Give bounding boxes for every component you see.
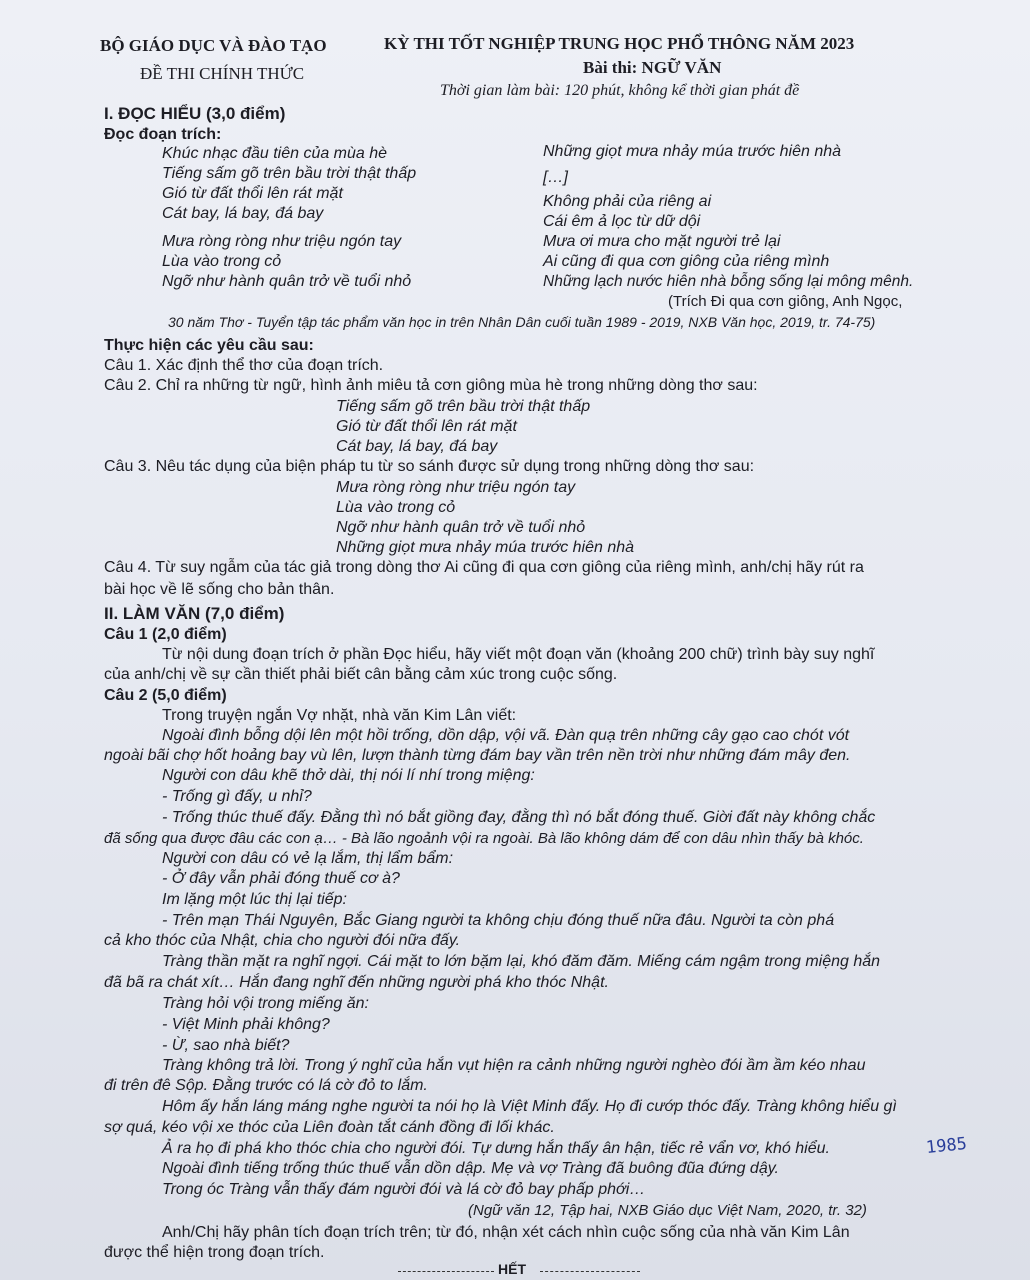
question-4-cont: bài học về lẽ sống cho bản thân.: [104, 581, 335, 598]
excerpt-line: Ngoài đình tiếng trống thúc thuế vẫn dồn dập. Mẹ và vợ Tràng đã buông đũa đứng dậy.: [162, 1160, 779, 1177]
excerpt-line: Tràng không trả lời. Trong ý nghĩ của hắn vụt hiện ra cảnh những người nghèo đói ầm ầm kéo nhau: [162, 1057, 866, 1074]
ministry-name: BỘ GIÁO DỤC VÀ ĐÀO TẠO: [100, 36, 327, 55]
excerpt-line: Tràng hỏi vội trong miếng ăn:: [162, 995, 369, 1012]
excerpt-line: Người con dâu khẽ thở dài, thị nói lí nhí trong miệng:: [162, 767, 535, 784]
writing-q1-text: của anh/chị về sự cần thiết phải biết cân bằng cảm xúc trong cuộc sống.: [104, 666, 618, 683]
poem-line: Cái êm ả lọc từ dữ dội: [543, 213, 701, 230]
excerpt-line: đi trên đê Sộp. Đằng trước có lá cờ đỏ to lắm.: [104, 1077, 428, 1094]
poem-line: Ngỡ như hành quân trở về tuổi nhỏ: [162, 273, 412, 290]
writing-q2-task: Anh/Chị hãy phân tích đoạn trích trên; từ đó, nhận xét cách nhìn cuộc sống của nhà văn Kim Lân: [162, 1224, 850, 1241]
exam-title: KỲ THI TỐT NGHIỆP TRUNG HỌC PHỔ THÔNG NĂM 2023: [384, 34, 855, 53]
excerpt-line: Tràng thần mặt ra nghĩ ngợi. Cái mặt to lớn bặm lại, khó đăm đăm. Miếng cám ngậm trong miệng hắn: [162, 953, 881, 970]
question-4: Câu 4. Từ suy ngẫm của tác giả trong dòng thơ Ai cũng đi qua cơn giông của riêng mình, anh/chị hãy rút ra: [104, 559, 864, 576]
official-label: ĐỀ THI CHÍNH THỨC: [140, 64, 305, 83]
excerpt-line: đã bã ra chát xít… Hắn đang nghĩ đến những người phá kho thóc Nhật.: [104, 974, 609, 991]
question-3: Câu 3. Nêu tác dụng của biện pháp tu từ so sánh được sử dụng trong những dòng thơ sau:: [104, 458, 755, 475]
excerpt-line: Ả ra họ đi phá kho thóc chia cho người đói. Tự dưng hắn thấy ân hận, tiếc rẻ vẩn vơ, khó hiểu.: [162, 1140, 830, 1157]
excerpt-line: đã sống qua được đâu các con ạ… - Bà lão ngoảnh vội ra ngoài. Bà lão không dám để con dâu nhìn thấy bà khóc.: [104, 830, 864, 847]
excerpt-line: Trong óc Tràng vẫn thấy đám người đói và lá cờ đỏ bay phấp phới…: [162, 1181, 646, 1198]
poem-line: Những giọt mưa nhảy múa trước hiên nhà: [543, 143, 842, 160]
quoted-line: Cát bay, lá bay, đá bay: [336, 438, 498, 455]
excerpt-line: Im lặng một lúc thị lại tiếp:: [162, 891, 347, 908]
end-mark: [398, 1261, 642, 1277]
poem-line: […]: [543, 169, 568, 186]
writing-q2-heading: Câu 2 (5,0 điểm): [104, 687, 227, 704]
writing-q2-intro: Trong truyện ngắn Vợ nhặt, nhà văn Kim Lân viết:: [162, 707, 517, 724]
poem-line: Gió từ đất thổi lên rát mặt: [162, 185, 343, 202]
excerpt-line: cả kho thóc của Nhật, chia cho người đói nữa đấy.: [104, 932, 461, 949]
quoted-line: Những giọt mưa nhảy múa trước hiên nhà: [336, 539, 635, 556]
quoted-line: Gió từ đất thổi lên rát mặt: [336, 418, 517, 435]
excerpt-line: - Trống gì đấy, u nhỉ?: [162, 788, 312, 805]
excerpt-line: Ngoài đình bỗng dội lên một hồi trống, dồn dập, vội vã. Đàn quạ trên những cây gạo cao chót vót: [162, 727, 850, 744]
section-heading-writing: II. LÀM VĂN (7,0 điểm): [104, 604, 285, 623]
poem-source: (Trích Đi qua cơn giông, Anh Ngọc,: [668, 293, 903, 310]
excerpt-line: - Trống thúc thuế đấy. Đằng thì nó bắt giồng đay, đằng thì nó bắt đóng thuế. Giời đất này không chắc: [162, 809, 876, 826]
section-heading-reading: I. ĐỌC HIỂU (3,0 điểm): [104, 104, 286, 123]
poem-line: Không phải của riêng ai: [543, 193, 712, 210]
poem-line: Những lạch nước hiên nhà bỗng sống lại mông mênh.: [543, 273, 914, 290]
writing-q1-text: Từ nội dung đoạn trích ở phần Đọc hiểu, hãy viết một đoạn văn (khoảng 200 chữ) trình bày suy nghĩ: [162, 646, 875, 663]
end-mark-text: HẾT: [498, 1261, 526, 1277]
poem-line: Mưa ơi mưa cho mặt người trẻ lại: [543, 233, 781, 250]
excerpt-line: sợ quá, kéo vội xe thóc của Liên đoàn tắt cánh đồng đi lối khác.: [104, 1119, 555, 1136]
tasks-heading: Thực hiện các yêu cầu sau:: [104, 337, 314, 354]
subject-label: Bài thi: NGỮ VĂN: [583, 58, 722, 77]
quoted-line: Ngỡ như hành quân trở về tuổi nhỏ: [336, 519, 586, 536]
excerpt-line: - Ừ, sao nhà biết?: [162, 1037, 290, 1054]
end-dash-left: [398, 1271, 494, 1272]
writing-q2-task: được thể hiện trong đoạn trích.: [104, 1244, 325, 1261]
excerpt-line: ngoài bãi chợ hốt hoảng bay vù lên, lượn thành từng đám bay vần trên nền trời như những đám mây đen.: [104, 747, 851, 764]
time-label: Thời gian làm bài: 120 phút, không kể thời gian phát đề: [440, 82, 800, 99]
quoted-line: Lùa vào trong cỏ: [336, 499, 456, 516]
reading-intro: Đọc đoạn trích:: [104, 126, 222, 143]
poem-line: Ai cũng đi qua cơn giông của riêng mình: [543, 253, 830, 270]
question-1: Câu 1. Xác định thể thơ của đoạn trích.: [104, 357, 384, 374]
quoted-line: Tiếng sấm gõ trên bầu trời thật thấp: [336, 398, 591, 415]
excerpt-source: (Ngữ văn 12, Tập hai, NXB Giáo dục Việt Nam, 2020, tr. 32): [468, 1202, 867, 1219]
end-dash-right: [540, 1271, 640, 1272]
excerpt-line: Hôm ấy hắn láng máng nghe người ta nói họ là Việt Minh đấy. Họ đi cướp thóc đấy. Tràng không hiểu gì: [162, 1098, 897, 1115]
excerpt-line: Người con dâu có vẻ lạ lắm, thị lẩm bẩm:: [162, 850, 454, 867]
poem-source-detail: 30 năm Thơ - Tuyển tập tác phẩm văn học in trên Nhân Dân cuối tuần 1989 - 2019, NXB Văn học, 2019, tr. 74-75): [168, 314, 876, 330]
writing-q1-heading: Câu 1 (2,0 điểm): [104, 626, 227, 643]
excerpt-line: - Trên mạn Thái Nguyên, Bắc Giang người ta không chịu đóng thuế nữa đâu. Người ta còn phá: [162, 912, 835, 929]
poem-line: Cát bay, lá bay, đá bay: [162, 205, 324, 222]
question-2: Câu 2. Chỉ ra những từ ngữ, hình ảnh miêu tả cơn giông mùa hè trong những dòng thơ sau:: [104, 377, 758, 394]
poem-line: Khúc nhạc đầu tiên của mùa hè: [162, 145, 388, 162]
poem-line: Mưa ròng ròng như triệu ngón tay: [162, 233, 402, 250]
excerpt-line: - Việt Minh phải không?: [162, 1016, 330, 1033]
poem-line: Tiếng sấm gõ trên bầu trời thật thấp: [162, 165, 417, 182]
excerpt-line: - Ở đây vẫn phải đóng thuế cơ à?: [162, 870, 400, 887]
poem-line: Lùa vào trong cỏ: [162, 253, 282, 270]
quoted-line: Mưa ròng ròng như triệu ngón tay: [336, 479, 576, 496]
handwritten-note: 1985: [925, 1133, 968, 1159]
